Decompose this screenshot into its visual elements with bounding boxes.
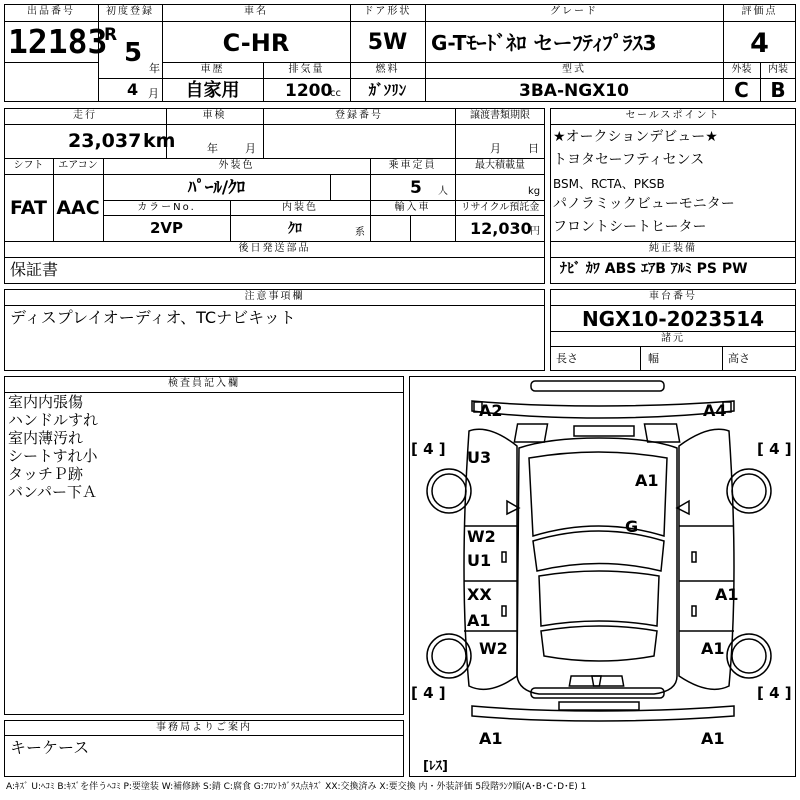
- reg-label: 初度登録: [106, 6, 154, 17]
- sales-line: BSM、RCTA、PKSB: [553, 177, 665, 191]
- car-diagram: [409, 376, 796, 777]
- intcolor-label: 内装色: [282, 202, 318, 213]
- sales-line: フロントシートヒーター: [553, 219, 707, 235]
- car-name: C-HR: [222, 29, 290, 57]
- intcolor-unit: 系: [355, 227, 365, 238]
- inspector-line: ハンドルすれ: [8, 411, 99, 429]
- load-unit: kg: [528, 186, 541, 197]
- load-label: 最大積載量: [475, 160, 525, 171]
- mark-a1-right: A1: [715, 585, 739, 604]
- transfer-label: 譲渡書類期限: [470, 110, 530, 121]
- grade: G-Tﾓｰﾄﾞﾈﾛ セーﾌﾃｨﾌﾟﾗｽ3: [431, 31, 657, 55]
- inspector-label: 検査員記入欄: [168, 378, 240, 389]
- history-label: 車歴: [200, 64, 225, 75]
- tire-front-right: [ 4 ]: [757, 440, 792, 458]
- inspector-line: 室内内張傷: [8, 393, 84, 411]
- spare-tire: [ﾚｽ]: [423, 759, 448, 774]
- era: R: [104, 25, 118, 45]
- registration-label: 登録番号: [335, 110, 383, 121]
- office-label: 事務局よりご案内: [156, 722, 252, 733]
- displacement-unit: cc: [330, 88, 341, 99]
- shift: FAT: [10, 197, 47, 219]
- interior-grade: B: [770, 78, 786, 102]
- displacement-label: 排気量: [288, 64, 325, 75]
- model: 3BA-NGX10: [519, 81, 629, 101]
- ac-label: エアコン: [58, 160, 98, 171]
- fuel: ｶﾞｿﾘﾝ: [368, 81, 407, 99]
- inspector-line: バンパー下Ａ: [8, 483, 97, 501]
- transfer-month-unit: 月: [490, 142, 501, 155]
- score: 4: [750, 28, 769, 59]
- name-label: 車名: [244, 6, 268, 17]
- interior-label: 内装: [768, 64, 788, 75]
- inspection-year-unit: 年: [207, 142, 218, 155]
- mark-a1-hood: A1: [635, 471, 659, 490]
- ac: AAC: [56, 197, 100, 219]
- later-parts: 保証書: [10, 260, 59, 279]
- width-label: 幅: [648, 352, 659, 365]
- chassis-number: NGX10-2023514: [581, 307, 765, 331]
- capacity: 5: [410, 178, 422, 198]
- notes-label: 注意事項欄: [244, 291, 305, 302]
- mark-xx: XX: [467, 585, 492, 604]
- exterior-grade: C: [734, 78, 749, 102]
- height-label: 高さ: [728, 352, 750, 365]
- import-label: 輸入車: [394, 202, 431, 213]
- mark-a1-left: A1: [467, 611, 491, 630]
- later-label: 後日発送部品: [238, 243, 311, 254]
- mark-a1-rear-right: A1: [701, 639, 725, 658]
- tire-front-left: [ 4 ]: [411, 440, 446, 458]
- notes: ディスプレイオーディオ、TCナビキット: [10, 308, 296, 327]
- capacity-label: 乗車定員: [388, 160, 437, 171]
- color: ﾊﾟｰﾙ/ｸﾛ: [187, 178, 246, 198]
- capacity-unit: 人: [438, 186, 448, 197]
- year-unit: 年: [149, 62, 160, 75]
- grade-label: グレード: [550, 6, 598, 17]
- sales-label: セールスポイント: [625, 110, 721, 121]
- lot-label: 出品番号: [27, 6, 75, 17]
- sales-line: パノラミックビューモニター: [553, 196, 735, 212]
- equipment: ﾅﾋﾞ ｶﾜ ABS ｴｱB ｱﾙﾐ PS PW: [560, 261, 748, 277]
- mark-g: G: [625, 517, 639, 536]
- mark-u1: U1: [467, 551, 492, 570]
- intcolor: ｸﾛ: [288, 221, 302, 237]
- reg-month: 4: [127, 80, 139, 99]
- recycle: 12,030: [470, 219, 532, 238]
- colorno: 2VP: [149, 219, 184, 237]
- colorno-label: カラーNo.: [137, 202, 196, 213]
- lot-number: 12183: [8, 22, 108, 61]
- mark-w2-front: W2: [467, 527, 496, 546]
- inspector-line: シートすれ小: [8, 447, 98, 465]
- recycle-unit: 円: [530, 226, 540, 237]
- legend: A:ｷｽﾞ U:ﾍｺﾐ B:ｷｽﾞを伴うﾍｺﾐ P:要塗装 W:補修跡 S:錆 C:腐食 G:ﾌﾛﾝﾄｶﾞﾗｽ点ｷｽﾞ XX:交換済み X:要交換 内・外装評価 5段階ﾗﾝｸ順(A･B･C･D･E) 1: [6, 782, 587, 792]
- mileage: 23,037: [68, 130, 142, 152]
- transfer-day-unit: 日: [528, 142, 539, 155]
- model-label: 型式: [562, 64, 586, 75]
- equipment-label: 純正装備: [649, 243, 697, 254]
- dims-label: 諸元: [661, 333, 685, 344]
- mileage-unit: km: [143, 130, 176, 152]
- sales-line: ★オークションデビュー★: [553, 129, 718, 145]
- sales-line: トヨタセーフティセンス: [553, 152, 705, 168]
- mark-a4: A4: [703, 401, 727, 420]
- mark-a2: A2: [479, 401, 503, 420]
- tire-rear-left: [ 4 ]: [411, 684, 446, 702]
- mark-a1-bottom-right: A1: [701, 729, 725, 748]
- reg-year: 5: [124, 38, 143, 68]
- chassis-label: 車台番号: [649, 291, 697, 302]
- mark-a1-bottom-left: A1: [479, 729, 503, 748]
- mark-w2-rear: W2: [479, 639, 508, 658]
- tire-rear-right: [ 4 ]: [757, 684, 792, 702]
- inspection-month-unit: 月: [245, 142, 256, 155]
- inspector-line: タッチＰ跡: [8, 465, 84, 483]
- month-unit: 月: [148, 87, 159, 100]
- recycle-label: リサイクル預託金: [460, 202, 540, 213]
- mileage-label: 走行: [73, 110, 97, 121]
- fuel-label: 燃料: [375, 64, 400, 75]
- inspection-label: 車検: [202, 110, 227, 121]
- shift-label: シフト: [13, 160, 44, 171]
- exterior-label: 外装: [731, 64, 752, 75]
- history: 自家用: [185, 80, 240, 101]
- color-label: 外装色: [218, 160, 255, 171]
- score-label: 評価点: [741, 6, 778, 17]
- door-type: 5W: [367, 30, 408, 55]
- displacement: 1200: [285, 81, 333, 101]
- door-label: ドア形状: [363, 6, 412, 17]
- office-note: キーケース: [10, 738, 90, 757]
- inspector-line: 室内薄汚れ: [8, 429, 84, 447]
- length-label: 長さ: [556, 352, 578, 365]
- mark-u3: U3: [467, 448, 492, 467]
